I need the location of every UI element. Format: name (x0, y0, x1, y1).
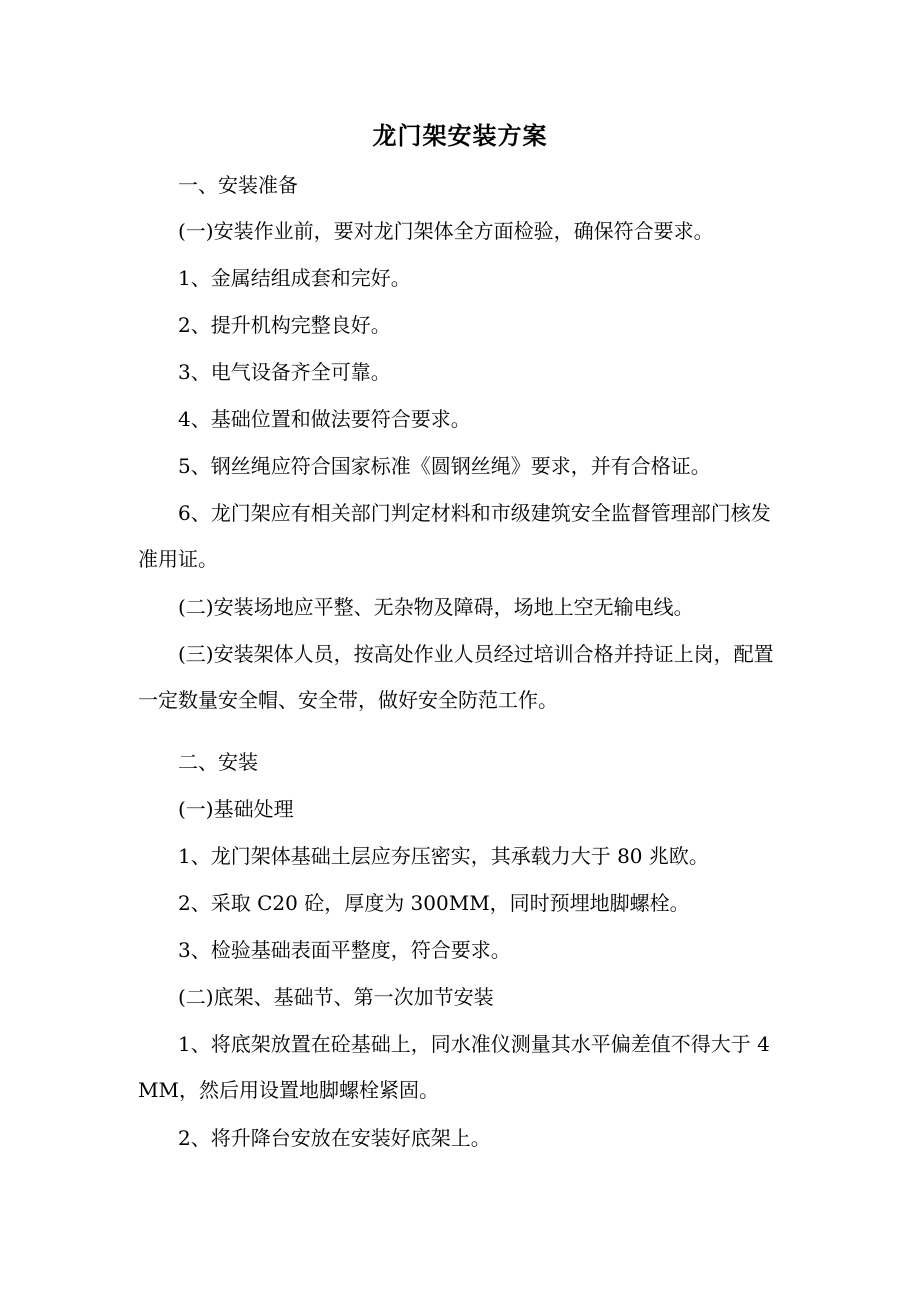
list-item: 1、龙门架体基础土层应夯压密实，其承载力大于 80 兆欧。 (178, 844, 709, 868)
paragraph: (三)安装架体人员，按高处作业人员经过培训合格并持证上岗，配置一定数量安全帽、安全带，做好安全防范工作。 (138, 642, 774, 712)
list-item: 6、龙门架应有相关部门判定材料和市级建筑安全监督管理部门核发准用证。 (138, 501, 771, 571)
list-item: 1、金属结组成套和完好。 (178, 266, 411, 290)
subsection-heading: (二)底架、基础节、第一次加节安装 (178, 985, 494, 1009)
paragraph: (一)安装作业前，要对龙门架体全方面检验，确保符合要求。 (178, 219, 714, 243)
list-item: 2、将升降台安放在安装好底架上。 (178, 1126, 491, 1150)
paragraph: (二)安装场地应平整、无杂物及障碍，场地上空无输电线。 (178, 595, 694, 619)
list-item: 3、检验基础表面平整度，符合要求。 (178, 938, 511, 962)
list-item: 5、钢丝绳应符合国家标准《圆钢丝绳》要求，并有合格证。 (178, 454, 711, 478)
list-item: 4、基础位置和做法要符合要求。 (178, 407, 471, 431)
section-heading-1: 一、安装准备 (178, 173, 298, 197)
subsection-heading: (一)基础处理 (178, 797, 294, 821)
document-title: 龙门架安装方案 (372, 121, 548, 150)
list-item: 1、将底架放置在砼基础上，同水准仪测量其水平偏差值不得大于 4MM，然后用设置地脚螺栓紧固。 (138, 1032, 770, 1102)
list-item: 3、电气设备齐全可靠。 (178, 360, 391, 384)
list-item: 2、采取 C20 砼，厚度为 300MM，同时预埋地脚螺栓。 (178, 891, 690, 915)
section-heading-2: 二、安装 (178, 750, 258, 774)
list-item: 2、提升机构完整良好。 (178, 313, 391, 337)
